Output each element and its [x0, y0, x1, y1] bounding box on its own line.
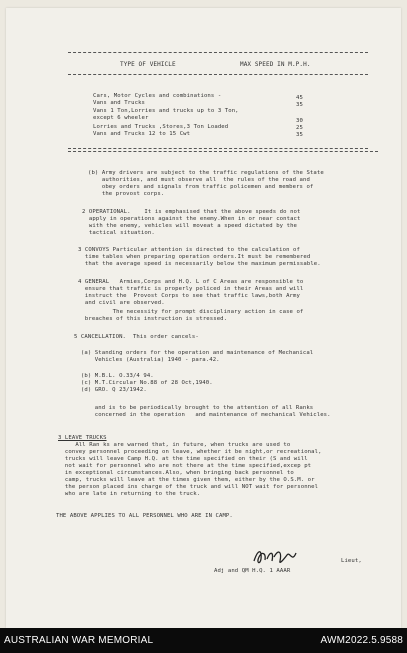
- signature-rank: Lieut,: [341, 558, 362, 564]
- text-line: (b) M.B.L. O.33/4 94.: [74, 373, 154, 379]
- text-line: ensure that traffic is properly policed in their Areas and will: [78, 286, 304, 292]
- vehicle-row: Cars, Motor Cycles and combinations -: [93, 93, 222, 99]
- text-line: 2 OPERATIONAL. It is emphasised that the above speeds do not: [82, 209, 301, 215]
- signature-appointment: Adj and QM H.Q. 1 AAAR: [214, 568, 291, 574]
- text-line: the person placed ins charge of the truck and will NOT wait for personnel: [58, 484, 319, 490]
- text-line: The necessity for prompt disciplinary action in case of: [78, 309, 304, 315]
- header-top-rule: [68, 52, 368, 53]
- text-line: and civil are observed.: [78, 300, 165, 306]
- text-line: time tables when preparing operation orders.It must be remembered: [78, 254, 311, 260]
- header-bottom-rule: [68, 74, 368, 75]
- text-line: apply in operations against the enemy.When in or near contact: [82, 216, 301, 222]
- text-line: (b) Army drivers are subject to the traffic regulations of the State: [88, 170, 324, 176]
- column-header-speed: MAX SPEED IN M.P.H.: [240, 61, 311, 68]
- text-line: who are late in returning to the truck.: [58, 491, 201, 497]
- column-header-type: TYPE OF VEHICLE: [120, 61, 176, 68]
- table-bottom-rule-2: [68, 151, 378, 152]
- text-line: (a) Standing orders for the operation and maintenance of Mechanical: [74, 350, 314, 356]
- text-line: convey personnel proceeding on leave, whether it be night,or recreational,: [58, 449, 322, 455]
- text-line: All Ran ks are warned that, in future, when trucks are used to: [58, 442, 291, 448]
- text-line: tactical situation.: [82, 230, 155, 236]
- text-line: 4 GENERAL Armies,Corps and H.Q. L of C Areas are responsible to: [78, 279, 304, 285]
- speed-value: 35: [296, 102, 303, 108]
- text-line: Vehicles (Australia) 1940 - para.42.: [74, 357, 220, 363]
- speed-value: 35: [296, 132, 303, 138]
- vehicle-row: Vans 1 Ton,Lorries and trucks up to 3 Ton,: [93, 108, 239, 114]
- vehicle-row: except 6 wheeler: [93, 115, 149, 121]
- text-line: in exceptional circumstances.Also, when bringing back personnel to: [58, 470, 294, 476]
- speed-value: 45: [296, 95, 303, 101]
- text-line: the provost corps.: [88, 191, 165, 197]
- vehicle-row: Vans and Trucks 12 to 15 Cwt: [93, 131, 191, 137]
- text-line: with the enemy, vehicles will moveat a speed dictated by the: [82, 223, 297, 229]
- text-line: concerned in the operation and maintenance of mechanical Vehicles.: [74, 412, 331, 418]
- text-line: trucks will leave Camp H.Q. at the time specified on their (S and will: [58, 456, 308, 462]
- text-line: (d) GRO. Q 23/1942.: [74, 387, 147, 393]
- text-line: obey orders and signals from traffic policemen and members of: [88, 184, 314, 190]
- vehicle-row: Vans and Trucks: [93, 100, 146, 106]
- text-line: 5 CANCELLATION. This order cancels-: [74, 334, 199, 340]
- text-line: camp, trucks will leave at the times given them, either by the O.S.M. or: [58, 477, 315, 483]
- footer-accession-number: AWM2022.5.9588: [320, 635, 403, 646]
- vehicle-row: Lorries and Trucks ,Stores,3 Ton Loaded: [93, 124, 229, 130]
- footer-bar: [0, 628, 407, 653]
- text-line: and is to be periodically brought to the attention of all Ranks: [74, 405, 314, 411]
- text-line: (c) M.T.Circular No.88 of 28 Oct,1940.: [74, 380, 213, 386]
- handwritten-signature: [252, 545, 300, 567]
- text-line: instruct the Provost Corps to see that traffic laws,both Army: [78, 293, 300, 299]
- footer-institution: AUSTRALIAN WAR MEMORIAL: [4, 635, 154, 646]
- text-line: authorities, and must observe all the rules of the road and: [88, 177, 310, 183]
- section-heading: 3 LEAVE TRUCKS: [58, 435, 107, 441]
- speed-value: 30: [296, 118, 303, 124]
- text-line: 3 CONVOYS Particular attention is directed to the calculation of: [78, 247, 300, 253]
- text-line: not wait for personnel who are not there at the time specified,excep pt: [58, 463, 312, 469]
- text-line: breaches of this instruction is stressed.: [78, 316, 228, 322]
- table-bottom-rule: [68, 148, 368, 149]
- speed-value: 25: [296, 125, 303, 131]
- applies-statement: THE ABOVE APPLIES TO ALL PERSONNEL WHO ARE IN CAMP.: [56, 513, 233, 519]
- text-line: that the average speed is necessarily below the maximum permissable.: [78, 261, 321, 267]
